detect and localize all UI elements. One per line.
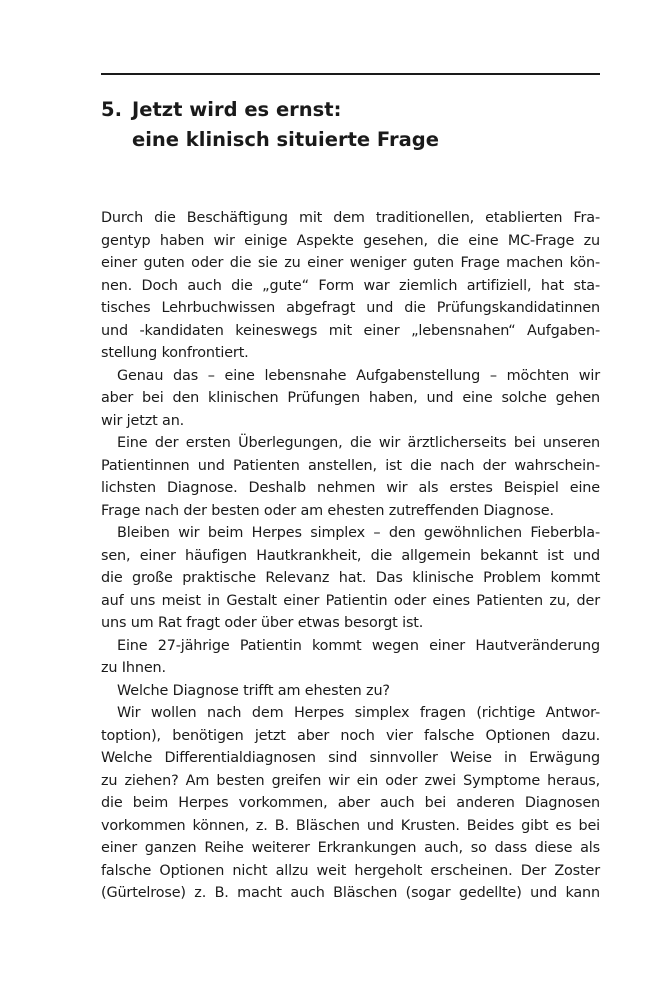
text-line: falsche Optionen nicht allzu weit hergeholt erscheinen. Der Zoster xyxy=(101,862,600,879)
text-line: stellung konfrontiert. xyxy=(101,345,249,361)
section-heading xyxy=(101,95,600,155)
text-line: Genau das – eine lebensnahe Aufgabenstellung – möchten wir xyxy=(117,367,600,384)
section-title-line-1: Jetzt wird es ernst: xyxy=(132,98,342,121)
text-line: zu ziehen? Am besten greifen wir ein oder zwei Symptome heraus, xyxy=(101,772,600,789)
text-line: Eine der ersten Überlegungen, die wir ärztlicherseits bei unseren xyxy=(117,435,600,451)
text-line: einer ganzen Reihe weiterer Erkrankungen auch, so dass diese als xyxy=(101,840,600,856)
text-line: tisches Lehrbuchwissen abgefragt und die Prüfungskandidatinnen xyxy=(101,300,600,316)
text-line: einer guten oder die sie zu einer weniger guten Frage machen kön- xyxy=(101,255,600,271)
text-line: toption), benötigen jetzt aber noch vier falsche Optionen dazu. xyxy=(101,727,600,744)
text-line: auf uns meist in Gestalt einer Patientin oder eines Patienten zu, der xyxy=(101,592,600,609)
text-line: uns um Rat fragt oder über etwas besorgt ist. xyxy=(101,615,424,631)
section-number: 5. xyxy=(101,98,122,121)
text-line: Patientinnen und Patienten anstellen, ist die nach der wahrschein- xyxy=(101,457,600,474)
text-line: nen. Doch auch die „gute“ Form war ziemlich artifiziell, hat sta- xyxy=(101,277,600,294)
text-line: Welche Diagnose trifft am ehesten zu? xyxy=(117,682,390,699)
text-line: sen, einer häufigen Hautkrankheit, die allgemein bekannt ist und xyxy=(101,547,600,564)
text-line: wir jetzt an. xyxy=(101,412,185,429)
text-line: gentyp haben wir einige Aspekte gesehen, die eine MC-Frage zu xyxy=(101,232,600,249)
text-line: die beim Herpes vorkommen, aber auch bei anderen Diagnosen xyxy=(101,795,600,811)
top-rule xyxy=(101,73,600,75)
text-line: aber bei den klinischen Prüfungen haben, und eine solche gehen xyxy=(101,390,600,406)
text-line: Eine 27-jährige Patientin kommt wegen einer Hautveränderung xyxy=(117,637,600,654)
text-line: zu Ihnen. xyxy=(101,660,166,676)
text-line: die große praktische Relevanz hat. Das klinische Problem kommt xyxy=(101,570,600,586)
text-line: (Gürtelrose) z. B. macht auch Bläschen (sogar gedellte) und kann xyxy=(101,885,600,901)
text-line: Durch die Beschäftigung mit dem traditionellen, etablierten Fra- xyxy=(101,210,600,226)
text-line: Frage nach der besten oder am ehesten zutreffenden Diagnose. xyxy=(101,502,554,519)
text-line: Bleiben wir beim Herpes simplex – den gewöhnlichen Fieberbla- xyxy=(117,525,600,541)
text-line: und -kandidaten keineswegs mit einer „lebensnahen“ Aufgaben- xyxy=(101,322,600,339)
text-line: Welche Differentialdiagnosen sind sinnvoller Weise in Erwägung xyxy=(101,750,600,766)
section-title-line-2: eine klinisch situierte Frage xyxy=(132,128,439,151)
text-line: lichsten Diagnose. Deshalb nehmen wir als erstes Beispiel eine xyxy=(101,480,600,496)
text-line: Wir wollen nach dem Herpes simplex fragen (richtige Antwor- xyxy=(117,705,600,721)
body-text xyxy=(101,207,600,905)
text-line: vorkommen können, z. B. Bläschen und Krusten. Beides gibt es bei xyxy=(101,817,600,834)
